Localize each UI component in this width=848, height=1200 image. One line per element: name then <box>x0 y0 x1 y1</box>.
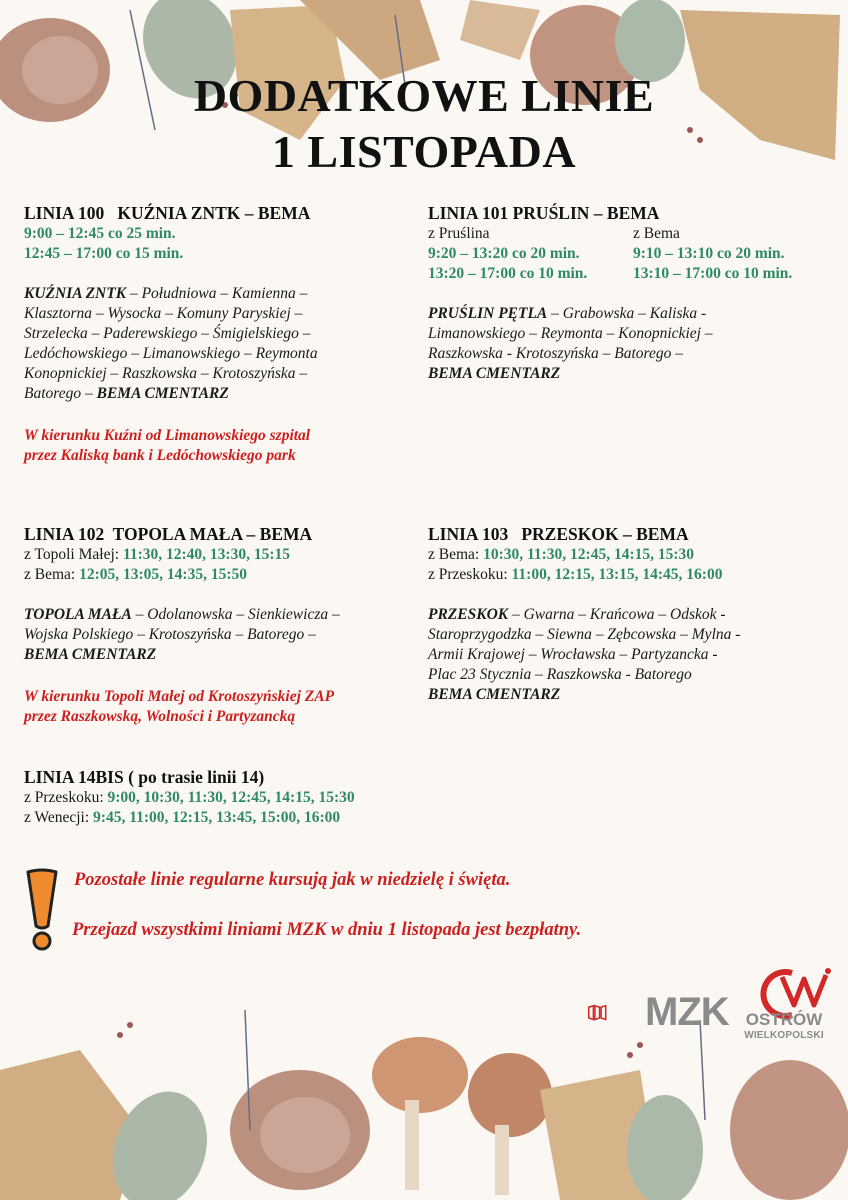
line-101-time: 13:20 – 17:00 co 10 min. <box>428 265 588 282</box>
line-100-time: 12:45 – 17:00 co 15 min. <box>24 245 184 262</box>
line-101-from-pruslin-label: z Pruślina <box>428 225 490 242</box>
line-102-section <box>24 523 424 727</box>
line-100-route-end: BEMA CMENTARZ <box>96 385 229 402</box>
line-103-label: z Bema: <box>428 546 484 563</box>
line-101-time: 9:20 – 13:20 co 20 min. <box>428 245 580 262</box>
line-103-route-start: PRZESKOK <box>428 606 509 623</box>
line-100-note: W kierunku Kuźni od Limanowskiego szpital <box>24 427 311 444</box>
route-segment: Armii Krajowej – Wrocławska – Partyzancka - <box>428 646 718 663</box>
line-100-heading: LINIA 100 KUŹNIA ZNTK – BEMA <box>24 203 311 223</box>
ostrow-logo-text: OSTRÓW <box>745 1010 823 1029</box>
route-segment: Konopnickiej – Raszkowska – Krotoszyńska – <box>24 365 308 382</box>
line-100-section <box>24 202 414 466</box>
line-101-heading: LINIA 101 PRUŚLIN – BEMA <box>428 203 660 223</box>
line-14bis-section <box>24 766 484 828</box>
line-100-route-start: KUŹNIA ZNTK <box>24 285 127 302</box>
route-segment: – Grabowska – Kaliska - <box>547 305 707 322</box>
route-segment: – Odolanowska – Sienkiewicza – <box>131 606 340 623</box>
route-segment: Batorego – <box>24 385 97 402</box>
route-segment: – Gwarna – Krańcowa – Odskok - <box>508 606 726 623</box>
line-101-route-end: BEMA CMENTARZ <box>428 365 561 382</box>
page-title-line1: DODATKOWE LINIE <box>193 70 655 121</box>
route-segment: Limanowskiego – Reymonta – Konopnickiej – <box>428 325 713 342</box>
line-103-label: z Przeskoku: <box>428 566 512 583</box>
line-101-route <box>428 304 838 384</box>
route-segment: – Południowa – Kamienna – <box>126 285 308 302</box>
line-101-from-bema-label: z Bema <box>633 225 680 242</box>
line-102-note: W kierunku Topoli Małej od Krotoszyńskiej ZAP <box>24 688 335 705</box>
line-14bis-label: z Wenecji: <box>24 809 94 826</box>
line-100-time: 9:00 – 12:45 co 25 min. <box>24 225 176 242</box>
line-100-route <box>24 284 414 404</box>
line-102-times: 11:30, 12:40, 13:30, 15:15 <box>122 546 290 563</box>
line-102-heading: LINIA 102 TOPOLA MAŁA – BEMA <box>24 524 313 544</box>
exclamation-icon <box>22 868 62 952</box>
route-segment: Strzelecka – Paderewskiego – Śmigielskiego – <box>24 325 311 342</box>
notice-free-ride: Przejazd wszystkimi liniami MZK w dniu 1 listopada jest bezpłatny. <box>72 920 582 940</box>
line-103-times: 10:30, 11:30, 12:45, 14:15, 15:30 <box>483 546 695 563</box>
line-101-time: 9:10 – 13:10 co 20 min. <box>633 245 785 262</box>
line-102-label: z Topoli Małej: <box>24 546 123 563</box>
wielkopolski-logo-text: WIELKOPOLSKI <box>744 1030 824 1041</box>
route-segment: Wojska Polskiego – Krotoszyńska – Batorego – <box>24 626 316 643</box>
mzk-logo-icon <box>588 992 638 1034</box>
line-103-route <box>428 605 838 705</box>
route-segment: Staroprzygodzka – Siewna – Zębcowska – Mylna - <box>428 626 741 643</box>
line-103-times: 11:00, 12:15, 13:15, 14:45, 16:00 <box>511 566 723 583</box>
page-title-line2: 1 LISTOPADA <box>271 126 577 177</box>
line-102-times: 12:05, 13:05, 14:35, 15:50 <box>79 566 247 583</box>
line-100-note: przez Kaliską bank i Ledóchowskiego park <box>24 447 296 464</box>
line-14bis-times: 9:00, 10:30, 11:30, 12:45, 14:15, 15:30 <box>107 789 355 806</box>
route-segment: Ledóchowskiego – Limanowskiego – Reymonta <box>24 345 318 362</box>
line-102-label: z Bema: <box>24 566 80 583</box>
route-segment: Klasztorna – Wysocka – Komuny Paryskiej – <box>24 305 303 322</box>
line-101-route-start: PRUŚLIN PĘTLA <box>428 305 548 322</box>
mzk-logo-text: MZK <box>645 990 729 1034</box>
notice-regular-lines: Pozostałe linie regularne kursują jak w niedzielę i święta. <box>74 870 511 890</box>
route-segment: Raszkowska - Krotoszyńska – Batorego – <box>428 345 684 362</box>
line-103-heading: LINIA 103 PRZESKOK – BEMA <box>428 524 689 544</box>
route-segment: Plac 23 Stycznia – Raszkowska - Batorego <box>428 666 692 683</box>
line-14bis-label: z Przeskoku: <box>24 789 108 806</box>
line-102-route-end: BEMA CMENTARZ <box>24 646 157 663</box>
line-102-note: przez Raszkowską, Wolności i Partyzancką <box>24 708 296 725</box>
line-102-route <box>24 605 424 665</box>
line-14bis-heading: LINIA 14BIS ( po trasie linii 14) <box>24 767 265 787</box>
line-101-time: 13:10 – 17:00 co 10 min. <box>633 265 793 282</box>
autumn-leaves-bottom-decoration <box>0 1010 848 1200</box>
line-101-section <box>428 202 838 384</box>
line-14bis-times: 9:45, 11:00, 12:15, 13:45, 15:00, 16:00 <box>93 809 341 826</box>
line-102-route-start: TOPOLA MAŁA <box>24 606 132 623</box>
line-103-route-end: BEMA CMENTARZ <box>428 686 561 703</box>
line-103-section <box>428 523 838 705</box>
